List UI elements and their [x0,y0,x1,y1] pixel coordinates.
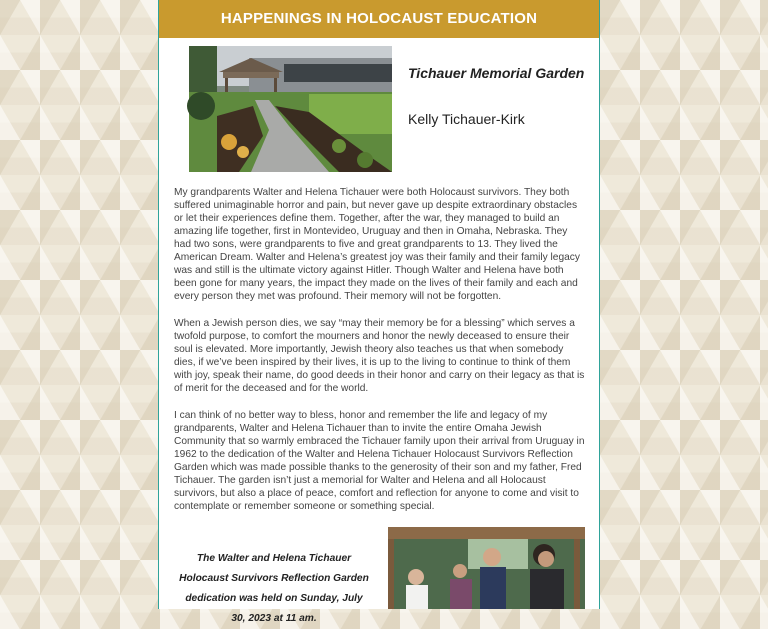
garden-photo [189,46,392,172]
body-paragraph-1: My grandparents Walter and Helena Tichauer were both Holocaust survivors. They both suffered unimaginable horror and pain, but never gave up despite extraordinary obstacles or let their experiences define them. Together, after the war, they managed to build an amazing life together, first in Montevideo, Uruguay and then in Omaha, Nebraska. They had two sons, were grandparents to five and great grandparents to 13. They lived the American Dream. Walter and Helena’s greatest joy was their family and their family legacy was and still is the ultimate victory against Hitler. Though Walter and Helena have both been gone for many years, the impact they made on the lives of their family and each and every person they met was profound. Their memory will not be forgotten. [174,187,580,302]
body-paragraph-2: When a Jewish person dies, we say “may their memory be for a blessing” which serves a twofold purpose, to comfort the mourners and honor the newly deceased to ensure their soul is elevated. More importantly, Jewish theory also teaches us that when somebody dies, if we’ve been inspired by their lives, it is up to the living to continue to think of them with joy, speak their name, do good deeds in their honor and carry on their legacy as that is of merit for the deceased and for the world. [174,318,585,394]
article-body [174,186,585,527]
section-banner: HAPPENINGS IN HOLOCAUST EDUCATION [159,0,599,38]
newsletter-panel [158,0,600,624]
photo-caption: The Walter and Helena Tichauer Holocaust Survivors Reflection Garden dedication was held on Sunday, July 30, 2023 at 11 am. [179,553,369,624]
dedication-photo [388,527,585,609]
garden-photo-illustration [189,46,392,172]
article-author: Kelly Tichauer-Kirk [408,111,525,127]
dedication-photo-illustration [388,527,585,609]
body-paragraph-3: I can think of no better way to bless, honor and remember the life and legacy of my grandparents, Walter and Helena Tichauer than to invite the entire Omaha Jewish Community that so warmly embraced the Tichauer family upon their arrival from Uruguay in 1962 to the dedication of the Walter and Helena Tichauer Holocaust Survivors Reflection Garden which was made possible thanks to the generosity of their son and my father, Fred Tichauer. The garden isn’t just a memorial for Walter and Helena and all Holocaust survivors, but also a place of peace, comfort and reflection for anyone to come and visit to contemplate or remember someone or something special. [174,410,585,512]
article-title: Tichauer Memorial Garden [408,65,585,81]
